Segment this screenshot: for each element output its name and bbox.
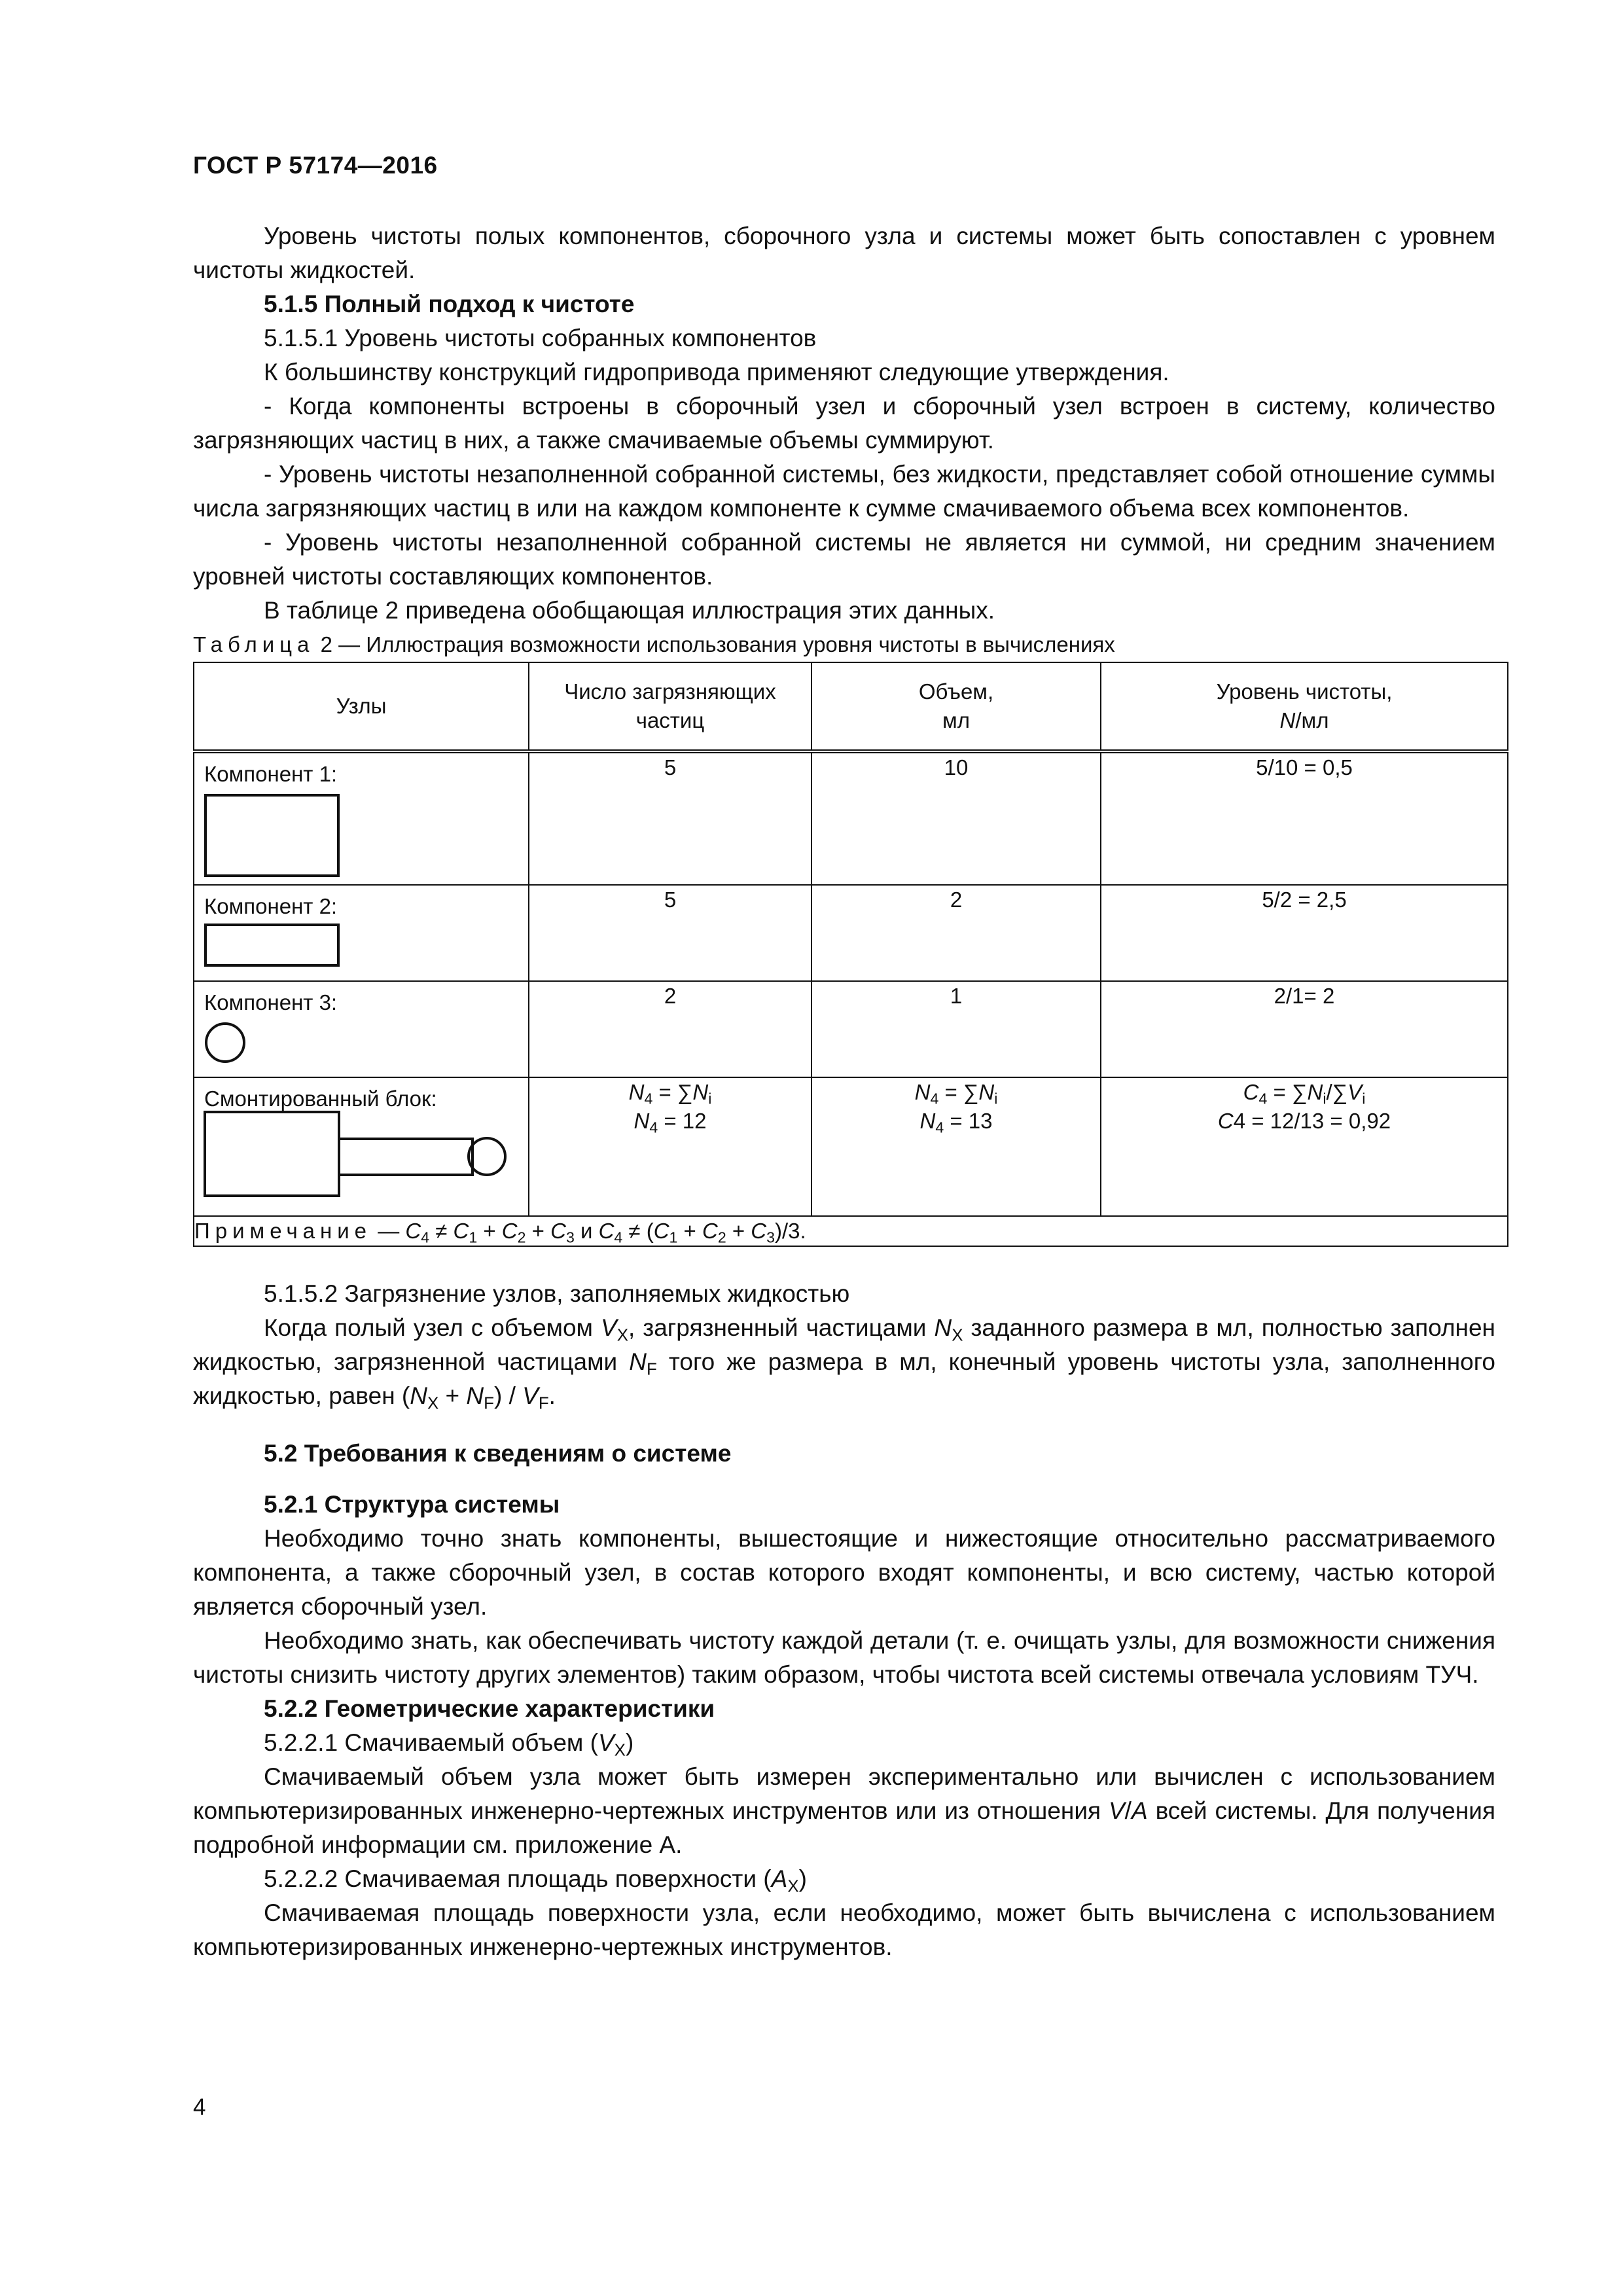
assembly-volume <box>812 1077 1101 1216</box>
row-count: 5 <box>529 751 812 885</box>
header-volume <box>812 662 1101 751</box>
paragraph-structure-2: Необходимо знать, как обеспечивать чистоту каждой детали (т. е. очищать узлы, для возможности снижения чистоты снизить чистоту других элементов) таким образом, чтобы чистота всей системы отвечала условиям ТУЧ. <box>193 1627 1495 1688</box>
table-caption-label: Таблица <box>193 632 315 656</box>
heading-5-2-2-1: 5.2.2.1 Смачиваемый объем $(V_X)$ <box>264 1729 634 1760</box>
assembly-count-value: $N_4 = 12$ <box>633 1109 707 1136</box>
row-level: 5/10 = 0,5 <box>1101 751 1508 885</box>
table-row <box>194 1077 1508 1216</box>
bullet-1: - Когда компоненты встроены в сборочный узел и сборочный узел встроен в систему, количество загрязняющих частиц в них, а также смачиваемые объемы суммируют. <box>193 393 1495 454</box>
assembly-level-formula: $C_4 = \sum N_i/\sum V_i$ <box>1243 1080 1366 1107</box>
row-volume: 2 <box>812 885 1101 981</box>
bullet-3: - Уровень чистоты незаполненной собранной системы не является ни суммой, ни средним значением уровней чистоты составляющих компонентов. <box>193 529 1495 590</box>
row-name-cell <box>194 981 529 1077</box>
assembly-volume-formula: $N_4 = \sum N_i$ <box>914 1080 998 1107</box>
document-header: ГОСТ Р 57174—2016 <box>193 152 438 179</box>
paragraph-liquid-filled: Когда полый узел с объемом $V_X$, загрязненный частицами $N_X$ заданного размера в мл, полностью заполнен жидкостью, загрязненной частицами $N_F$ того же размера в мл, конечный уровень чистоты узла, заполненного жидкостью, равен $(N_X + N_F) / V_F$. <box>193 1314 1495 1413</box>
assembly-block-icon <box>204 1111 511 1202</box>
heading-5-2: 5.2 Требования к сведениям о системе <box>264 1440 732 1467</box>
note-text: — $C_4 \ne C_1 + C_2 + C_3$ и $C_4 \ne (C_1 + C_2 + C_3)/3$. <box>378 1219 806 1246</box>
assembly-level <box>1101 1077 1508 1216</box>
assembly-count <box>529 1077 812 1216</box>
row-volume: 10 <box>812 751 1101 885</box>
table-row <box>194 981 1508 1077</box>
row-count: 2 <box>529 981 812 1077</box>
table-row <box>194 885 1508 981</box>
row-name: Компонент 3: <box>204 990 338 1014</box>
header-count-text: Число загрязняющих частиц <box>564 679 776 732</box>
header-level-unit: /мл <box>1295 708 1329 732</box>
table-note <box>194 1216 1508 1246</box>
document-body <box>193 219 1495 1964</box>
component-3-circle-icon <box>204 1021 247 1064</box>
paragraph-wetted-area: Смачиваемая площадь поверхности узла, если необходимо, может быть вычислена с использованием компьютеризированных инженерно-чертежных инструментов. <box>193 1899 1495 1960</box>
table-row <box>194 751 1508 885</box>
row-level: 2/1= 2 <box>1101 981 1508 1077</box>
row-name-cell <box>194 751 529 885</box>
heading-5-2-2-2: 5.2.2.2 Смачиваемая площадь поверхности $(A_X)$ <box>264 1865 807 1896</box>
heading-5-2-2: 5.2.2 Геометрические характеристики <box>264 1695 715 1722</box>
header-count <box>529 662 812 751</box>
page-number: 4 <box>193 2094 206 2120</box>
row-count: 5 <box>529 885 812 981</box>
assembly-level-value: C4 = 12/13 = 0,92 <box>1217 1109 1391 1133</box>
header-level-n: N <box>1279 708 1296 732</box>
heading-5-1-5-1: 5.1.5.1 Уровень чистоты собранных компонентов <box>264 325 817 351</box>
note-label: Примечание <box>194 1219 372 1243</box>
paragraph-intro: Уровень чистоты полых компонентов, сборочного узла и системы может быть сопоставлен с уровнем чистоты жидкостей. <box>193 223 1495 283</box>
paragraph-structure-1: Необходимо точно знать компоненты, вышестоящие и нижестоящие относительно рассматриваемого компонента, а также сборочный узел, в состав которого входят компоненты, и всю систему, частью которой является сборочный узел. <box>193 1525 1495 1620</box>
paragraph-table-ref: В таблице 2 приведена обобщающая иллюстрация этих данных. <box>264 597 995 624</box>
paragraph-statements: К большинству конструкций гидропривода применяют следующие утверждения. <box>264 359 1169 386</box>
cleanliness-table <box>193 662 1508 1247</box>
heading-5-1-5-2: 5.1.5.2 Загрязнение узлов, заполняемых жидкостью <box>264 1280 850 1307</box>
heading-5-1-5: 5.1.5 Полный подход к чистоте <box>264 291 635 317</box>
header-level-text: Уровень чистоты, <box>1216 679 1393 704</box>
table-caption <box>193 628 1495 662</box>
row-name-cell <box>194 885 529 981</box>
table-header-row <box>194 662 1508 751</box>
bullet-2: - Уровень чистоты незаполненной собранной системы, без жидкости, представляет собой отношение суммы числа загрязняющих частиц в или на каждом компоненте к сумме смачиваемого объема всех компонентов. <box>193 461 1495 522</box>
table-caption-text: 2 — Иллюстрация возможности использования уровня чистоты в вычислениях <box>320 632 1115 656</box>
assembly-name-cell <box>194 1077 529 1216</box>
row-volume: 1 <box>812 981 1101 1077</box>
row-level: 5/2 = 2,5 <box>1101 885 1508 981</box>
row-name: Компонент 2: <box>204 894 338 918</box>
paragraph-wetted-volume: Смачиваемый объем узла может быть измерен экспериментально или вычислен с использованием компьютеризированных инженерно-чертежных инструментов или из отношения V/A всей системы. Для получения подробной информации см. приложение А. <box>193 1763 1495 1858</box>
component-1-rect-icon <box>204 794 340 877</box>
header-volume-text: Объем, мл <box>918 679 994 732</box>
row-name: Компонент 1: <box>204 762 338 786</box>
header-nodes: Узлы <box>194 662 529 751</box>
assembly-count-formula: $N_4 = \sum N_i$ <box>628 1080 712 1107</box>
header-level <box>1101 662 1508 751</box>
heading-5-2-1: 5.2.1 Структура системы <box>264 1491 560 1518</box>
assembly-name: Смонтированный блок: <box>204 1086 437 1111</box>
table-note-row <box>194 1216 1508 1246</box>
assembly-volume-value: $N_4 = 13$ <box>919 1109 993 1136</box>
component-2-rect-icon <box>204 924 340 967</box>
